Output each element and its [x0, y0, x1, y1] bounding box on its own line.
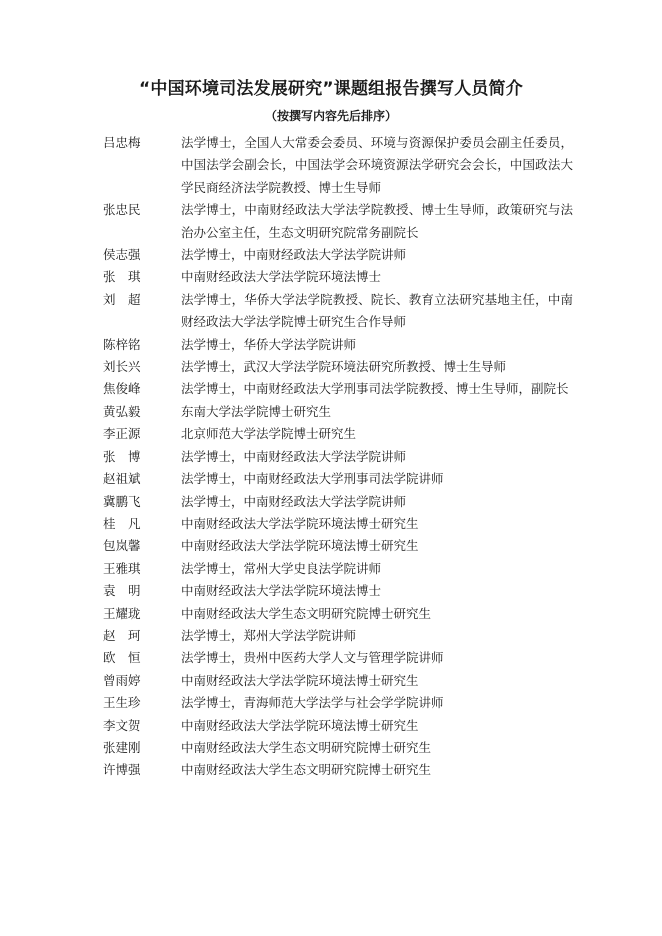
member-name: 刘 超	[103, 291, 141, 307]
member-entry	[103, 356, 573, 378]
member-description: 中南财经政法大学法学院环境法博士	[181, 583, 382, 599]
member-description: 法学博士，华侨大学法学院讲师	[181, 336, 357, 352]
member-name: 李正源	[103, 426, 141, 442]
member-name: 曾雨婷	[103, 672, 141, 688]
member-description: 东南大学法学院博士研究生	[181, 403, 332, 419]
member-entry	[103, 535, 573, 557]
member-entry	[103, 289, 573, 334]
member-description: 中南财经政法大学法学院环境法博士研究生	[181, 538, 419, 554]
member-name: 张建刚	[103, 739, 141, 755]
member-description: 北京师范大学法学院博士研究生	[181, 426, 357, 442]
member-name: 冀鹏飞	[103, 493, 141, 509]
member-entry	[103, 625, 573, 647]
member-description: 法学博士，常州大学史良法学院讲师	[181, 560, 382, 576]
member-name: 吕忠梅	[103, 135, 141, 150]
member-name: 张忠民	[103, 202, 141, 218]
member-description: 法学博士，中南财经政法大学法学院讲师	[181, 448, 407, 464]
member-entry	[103, 378, 573, 400]
member-name: 王雅琪	[103, 560, 141, 576]
member-name: 侯志强	[103, 247, 141, 263]
member-entry	[103, 334, 573, 356]
member-entry	[103, 468, 573, 490]
member-description: 法学博士，中南财经政法大学法学院教授、博士生导师，政策研究与法治办公室主任，生态文明研究院常务副院长	[181, 202, 573, 240]
member-description: 法学博士，中南财经政法大学法学院讲师	[181, 493, 407, 509]
member-entry	[103, 401, 573, 423]
member-name: 王生珍	[103, 695, 141, 711]
member-description: 法学博士，贵州中医药大学人文与管理学院讲师	[181, 650, 444, 666]
member-entry	[103, 132, 573, 199]
member-description: 中南财经政法大学生态文明研究院博士研究生	[181, 739, 432, 755]
member-name: 赵 珂	[103, 627, 141, 643]
member-entry	[103, 647, 573, 669]
member-entry	[103, 692, 573, 714]
member-name: 黄弘毅	[103, 403, 141, 419]
member-name: 陈梓铭	[103, 336, 141, 352]
member-description: 法学博士，华侨大学法学院教授、院长、教育立法研究基地主任，中南财经政法大学法学院博士研究生合作导师	[181, 291, 573, 330]
member-entry	[103, 580, 573, 602]
member-name: 李文贺	[103, 717, 141, 733]
member-entry	[103, 737, 573, 759]
member-entry	[103, 759, 573, 781]
member-description: 中南财经政法大学法学院环境法博士研究生	[181, 515, 419, 531]
member-name: 王耀珑	[103, 605, 141, 621]
member-description: 法学博士，武汉大学法学院环境法研究所教授、博士生导师	[181, 359, 507, 375]
member-description: 中南财经政法大学法学院环境法博士	[181, 269, 382, 285]
member-entry	[103, 446, 573, 468]
member-description: 法学博士，中南财经政法大学法学院讲师	[181, 247, 407, 263]
member-description: 法学博士，中南财经政法大学刑事司法学院讲师	[181, 471, 444, 487]
member-description: 法学博士，青海师范大学法学与社会学学院讲师	[181, 695, 444, 711]
member-entry	[103, 266, 573, 288]
member-entry	[103, 670, 573, 692]
member-name: 赵祖斌	[103, 471, 141, 487]
member-entry	[103, 491, 573, 513]
member-entry	[103, 423, 573, 445]
member-description: 中南财经政法大学法学院环境法博士研究生	[181, 717, 419, 733]
member-name: 包岚馨	[103, 538, 141, 554]
member-entry	[103, 513, 573, 535]
member-name: 桂 凡	[103, 515, 141, 531]
member-list	[103, 132, 573, 782]
member-entry	[103, 715, 573, 737]
member-entry	[103, 558, 573, 580]
member-entry	[103, 199, 573, 244]
member-name: 袁 明	[103, 583, 141, 599]
member-description: 法学博士，全国人大常委会委员、环境与资源保护委员会副主任委员，中国法学会副会长，中国法学会环境资源法学研究会会长，中国政法大学民商经济法学院教授、博士生导师	[181, 135, 573, 195]
member-description: 法学博士，中南财经政法大学刑事司法学院教授、博士生导师，副院长	[181, 381, 569, 397]
member-entry	[103, 244, 573, 266]
member-name: 张 琪	[103, 269, 141, 285]
member-entry	[103, 603, 573, 625]
page-title: “中国环境司法发展研究”课题组报告撰写人员简介	[139, 79, 523, 99]
member-name: 欧 恒	[103, 650, 141, 666]
member-description: 中南财经政法大学生态文明研究院博士研究生	[181, 605, 432, 621]
member-description: 中南财经政法大学生态文明研究院博士研究生	[181, 762, 432, 778]
member-name: 许博强	[103, 762, 141, 778]
member-name: 刘长兴	[103, 359, 141, 375]
member-description: 中南财经政法大学法学院环境法博士研究生	[181, 672, 419, 688]
page-subtitle: （按撰写内容先后排序）	[264, 109, 397, 123]
member-name: 张 博	[103, 448, 141, 464]
member-name: 焦俊峰	[103, 381, 141, 397]
member-description: 法学博士，郑州大学法学院讲师	[181, 627, 357, 643]
